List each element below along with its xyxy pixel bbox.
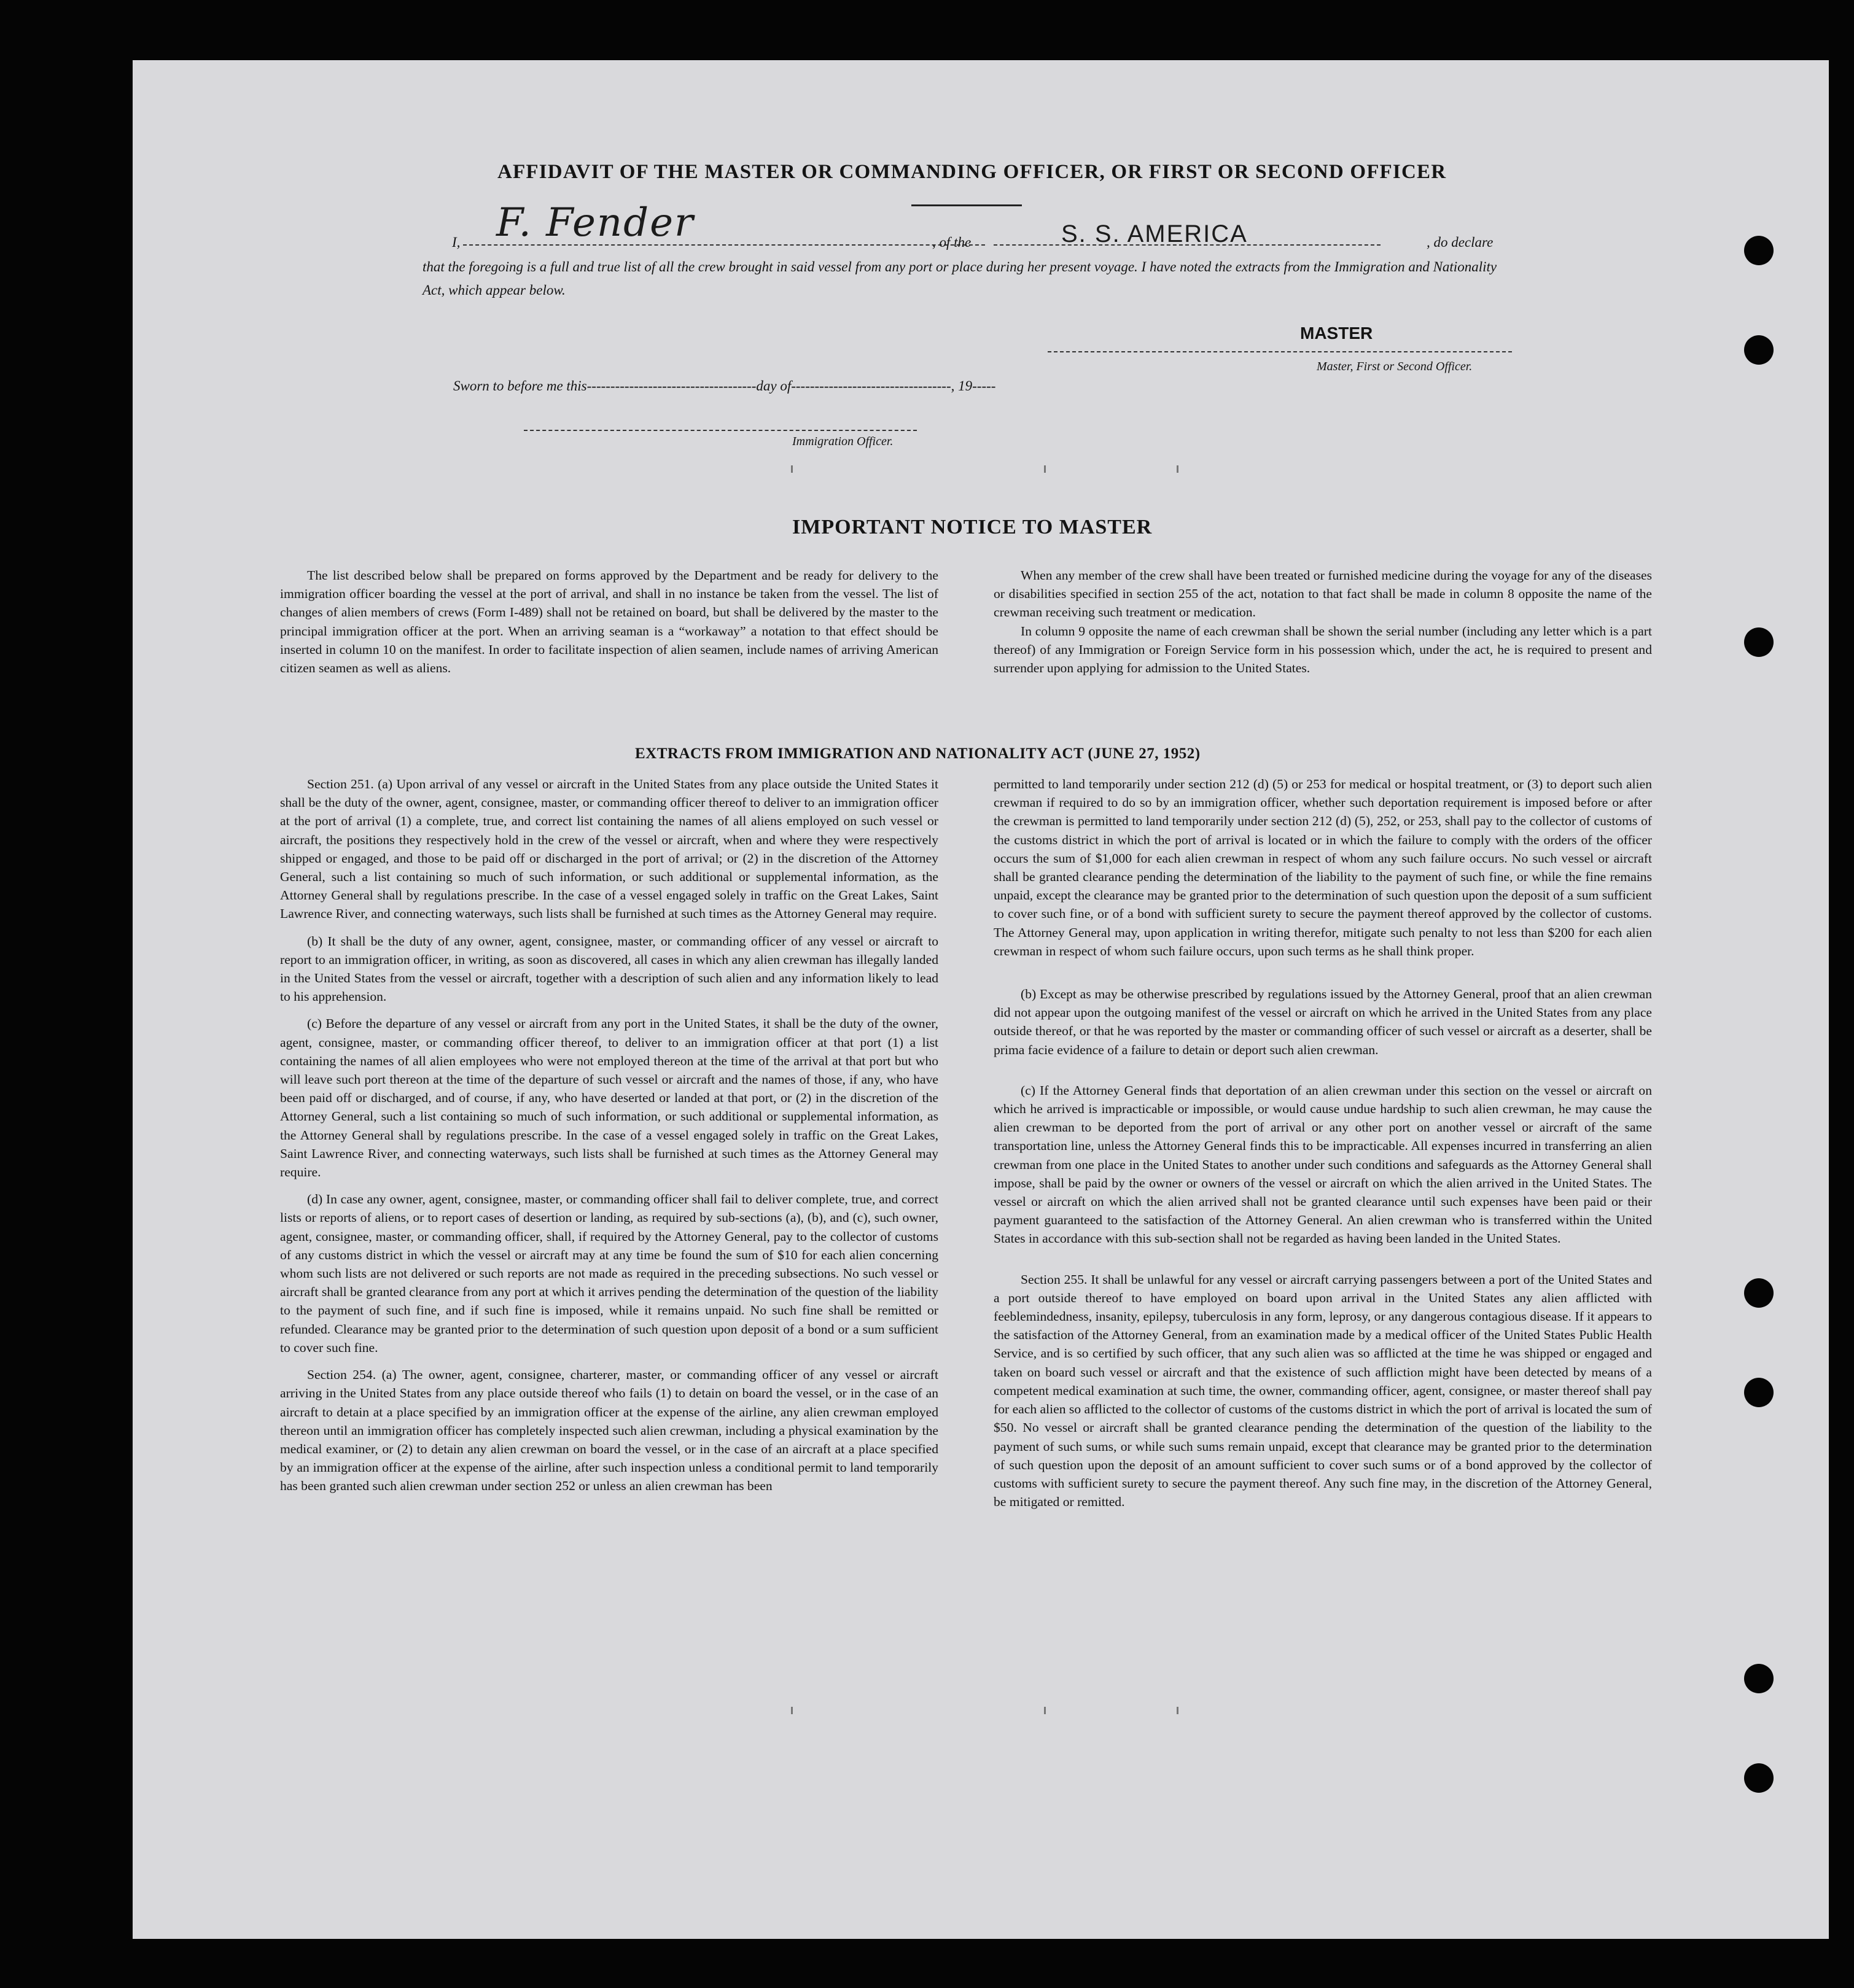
affidavit-title: AFFIDAVIT OF THE MASTER OR COMMANDING OFFICER, OR FIRST OR SECOND OFFICER xyxy=(497,161,1447,183)
extracts-left-column xyxy=(280,775,938,1504)
binder-hole xyxy=(1744,1763,1774,1793)
scan-mark xyxy=(1177,465,1178,473)
scan-mark xyxy=(1044,465,1046,473)
scan-mark xyxy=(791,465,793,473)
scan-mark xyxy=(791,1707,793,1714)
master-signature: F. Fender xyxy=(496,200,695,246)
section-255: Section 255. It shall be unlawful for any vessel or aircraft carrying passengers between a port of the United States and a port outside thereof to have employed on board upon arrival in the United States any alien afflicted with feeblemindedness, insanity, epilepsy, tuberculosis in any form, leprosy, or any dangerous contagious disease. If it appears to the satisfaction of the Attorney General, from an examination made by a medical officer of the United States Public Health Service, and is so certified by such officer, that any such alien was so afflicted at the time he was shipped or engaged and taken on board such vessel or aircraft and that the existence of such affliction might have been detected by means of a competent medical examination at such time, the owner, commanding officer, agent, consignee, or master thereof shall pay for each alien so afflicted to the collector of customs of the customs district in which the port of arrival is located the sum of $50. No vessel or aircraft shall be granted clearance pending the determination of the question of the liability to the payment of such sums, or while such sums remain unpaid, except that clearance may be granted prior to the determination of such question upon the deposit of an amount sufficient to cover such sums or of a bond approved by the collector of customs with sufficient surety to secure the payment thereof. Any such fine may, in the discretion of the Attorney General, be mitigated or remitted. xyxy=(994,1272,1652,1510)
section-251-b: (b) It shall be the duty of any owner, agent, consignee, master, or commanding officer of any vessel or aircraft to report to an immigration officer, in writing, as soon as discovered, all cases in which any alien crewman has illegally landed in the United States from the vessel or aircraft, together with a description of such alien and any information likely to lead to his apprehension. xyxy=(280,933,938,1004)
notice-right-text-2: In column 9 opposite the name of each crewman shall be shown the serial number (including any letter which is a part thereof) of any Immigration or Foreign Service form in his possession which, under the act, he is required to present and surrender upon applying for admission to the United States. xyxy=(994,623,1652,676)
section-254-a-cont: permitted to land temporarily under section 212 (d) (5) or 253 for medical or hospital treatment, or (3) to deport such alien crewman if required to do so by an immigration officer, whether such deportation requirement is imposed before or after the crewman is permitted to land temporarily under section 212 (d) (5), 252, or 253, shall pay to the collector of customs of the customs district in which the port of arrival is located or in which the failure to comply with the orders of the officer occurs the sum of $1,000 for each alien crewman in respect of whom any such failure occurs. No such vessel or aircraft shall be granted clearance pending the determination of the liability to the payment of such fine, or while the fine remains unpaid, except the clearance may be granted prior to the determination of such question upon the deposit of a sum sufficient to cover such fine, or of a bond with sufficient surety to secure the payment thereof approved by the collector of customs. The Attorney General may, upon application in writing therefor, mitigate such penalty to not less than $200 for each alien crewman in respect of whom such failure occurs, upon such terms as he shall think proper. xyxy=(994,777,1652,958)
declaration-text: that the foregoing is a full and true list of all the crew brought in said vessel from any port or place during her present voyage. I have noted the extracts from the Immigration and Nationality Act, which appear below. xyxy=(423,259,1497,298)
section-254-c: (c) If the Attorney General finds that deportation of an alien crewman under this section on the vessel or aircraft on which he arrived is impracticable or impossible, or would cause undue hardship to such alien crewman, he may cause the alien crewman to be deported from the port of arrival or any other port on another vessel or aircraft of the same transportation line, unless the Attorney General finds this to be impracticable. All expenses incurred in transferring an alien crewman from one place in the United States to another under such conditions and safeguards as the Attorney General shall impose, shall be paid by the owner or owners of the vessel or aircraft on which the alien arrived in the United States. The vessel or aircraft on which the alien arrived shall not be granted clearance until such expenses have been paid or their payment guaranteed to the satisfaction of the Attorney General. An alien crewman who is transferred within the United States in accordance with this sub-section shall not be regarded as having been landed in the United States. xyxy=(994,1082,1652,1246)
immigration-officer-caption: Immigration Officer. xyxy=(792,435,894,448)
title-rule xyxy=(911,204,1022,206)
immigration-officer-line xyxy=(524,430,917,431)
master-label: MASTER xyxy=(1300,324,1373,343)
binder-hole xyxy=(1744,1278,1774,1308)
binder-hole xyxy=(1744,1378,1774,1407)
of-the-label: , of the xyxy=(932,235,972,250)
extracts-right-column xyxy=(994,775,1652,1520)
section-251-d: (d) In case any owner, agent, consignee, master, or commanding officer shall fail to deliver complete, true, and correct lists or reports of aliens, or to report cases of desertion or landing, as required by sub-sections (a), (b), and (c), such owner, agent, consignee, master, or commanding officer, shall, if required by the Attorney General, pay to the collector of customs of any customs district in which the vessel or aircraft may at any time be found the sum of $10 for each alien concerning whom such lists are not delivered or such reports are not made as required in the preceding subsections. No such vessel or aircraft shall be granted clearance from any port at which it arrives pending the determination of the question of the liability to the payment of such fine, and if such fine is imposed, while it remains unpaid. No such fine shall be remitted or refunded. Clearance may be granted prior to the determination of such question upon deposit of a bond or a sum sufficient to cover such fine. xyxy=(280,1192,938,1355)
binder-hole xyxy=(1744,236,1774,265)
notice-left-text: The list described below shall be prepared on forms approved by the Department and be ready for delivery to the immigration officer boarding the vessel at the port of arrival, and shall in no instance be taken from the vessel. The list of changes of alien members of crews (Form I-489) shall not be retained on board, but shall be delivered by the master to the principal immigration officer at the port. When an arriving seaman is a “workaway” a notation to that effect should be inserted in column 10 on the manifest. In order to facilitate inspection of alien seamen, include names of arriving American citizen seamen as well as aliens. xyxy=(280,568,938,676)
section-251-c: (c) Before the departure of any vessel or aircraft from any port in the United States, it shall be the duty of the owner, agent, consignee, master, or commanding officer thereof, to deliver to an immigration officer at that port (1) a list containing the names of all alien employees who were not employed thereon at the time of the arrival at that port but who will leave such port thereon at the time of the departure of such vessel or aircraft and the names of those, if any, who have been paid off or discharged, and of course, if any, who have deserted or landed at that port, or (2) in the discretion of the Attorney General, such a list containing so much of such information, or such additional or supplemental information, as the Attorney General shall by regulations prescribe. In the case of a vessel engaged solely in traffic on the Great Lakes, Saint Lawrence River, and connecting waterways, such lists shall be furnished at such times as the Attorney General may require. xyxy=(280,1016,938,1180)
scan-mark xyxy=(1177,1707,1178,1714)
binder-hole xyxy=(1744,627,1774,657)
binder-hole xyxy=(1744,335,1774,365)
section-254-b: (b) Except as may be otherwise prescribed by regulations issued by the Attorney General, proof that an alien crewman did not appear upon the outgoing manifest of the vessel or aircraft on which he arrived in the United States from any place outside thereof, or that he was reported by the master or commanding officer of such vessel or aircraft as a deserter, shall be prima facie evidence of a failure to detain or deport such alien crewman. xyxy=(994,987,1652,1057)
vessel-name: S. S. AMERICA xyxy=(1061,220,1248,247)
master-signature-line xyxy=(1048,351,1512,352)
declaration-block xyxy=(423,200,1513,302)
section-251-a: Section 251. (a) Upon arrival of any vessel or aircraft in the United States from any place outside the United States it shall be the duty of the owner, agent, consignee, master, or commanding officer thereof to deliver to an immigration officer at the port of arrival (1) a complete, true, and correct list containing the names of all aliens employed on such vessel or aircraft, the positions they respectively hold in the crew of the vessel or aircraft, when and where they were respectively shipped or engaged, and those to be paid off or discharged in the port of arrival; or (2) in the discretion of the Attorney General, such a list containing so much of such information, or such additional or supplemental information, as the Attorney General shall by regulations prescribe. In the case of a vessel engaged solely in traffic on the Great Lakes, Saint Lawrence River, and connecting waterways, such lists shall be furnished at such times as the Attorney General may require. xyxy=(280,777,938,922)
i-label: I, xyxy=(452,235,461,250)
section-254-a: Section 254. (a) The owner, agent, consignee, charterer, master, or commanding officer of any vessel or aircraft arriving in the United States from any place outside thereof who fails (1) to detain on board the vessel, or in the case of an aircraft to detain at a place specified by an immigration officer at the expense of the airline, any alien crewman employed thereon until an immigration officer has completely inspected such alien crewman, including a physical examination by the medical examiner, or (2) to detain any alien crewman on board the vessel, or in the case of an aircraft at a place specified by an immigration officer at the expense of the airline, after such inspection unless a conditional permit to land temporarily has been granted such alien crewman under section 252 or unless an alien crewman has been xyxy=(280,1367,938,1494)
notice-title: IMPORTANT NOTICE TO MASTER xyxy=(792,516,1153,538)
notice-left-column xyxy=(280,566,938,686)
scan-mark xyxy=(1044,1707,1046,1714)
extracts-title: EXTRACTS FROM IMMIGRATION AND NATIONALITY ACT (JUNE 27, 1952) xyxy=(635,745,1201,762)
binder-hole xyxy=(1744,1664,1774,1693)
sworn-statement: Sworn to before me this------------------------------------day of----------------------------------, 19----- xyxy=(453,378,996,394)
notice-right-text-1: When any member of the crew shall have been treated or furnished medicine during the voyage for any of the diseases or disabilities specified in section 255 of the act, notation to that fact shall be made in column 8 opposite the name of the crewman receiving such treatment or medication. xyxy=(994,568,1652,620)
do-declare-label: , do declare xyxy=(1427,235,1494,250)
notice-right-column xyxy=(994,566,1652,686)
master-caption: Master, First or Second Officer. xyxy=(1317,360,1473,373)
